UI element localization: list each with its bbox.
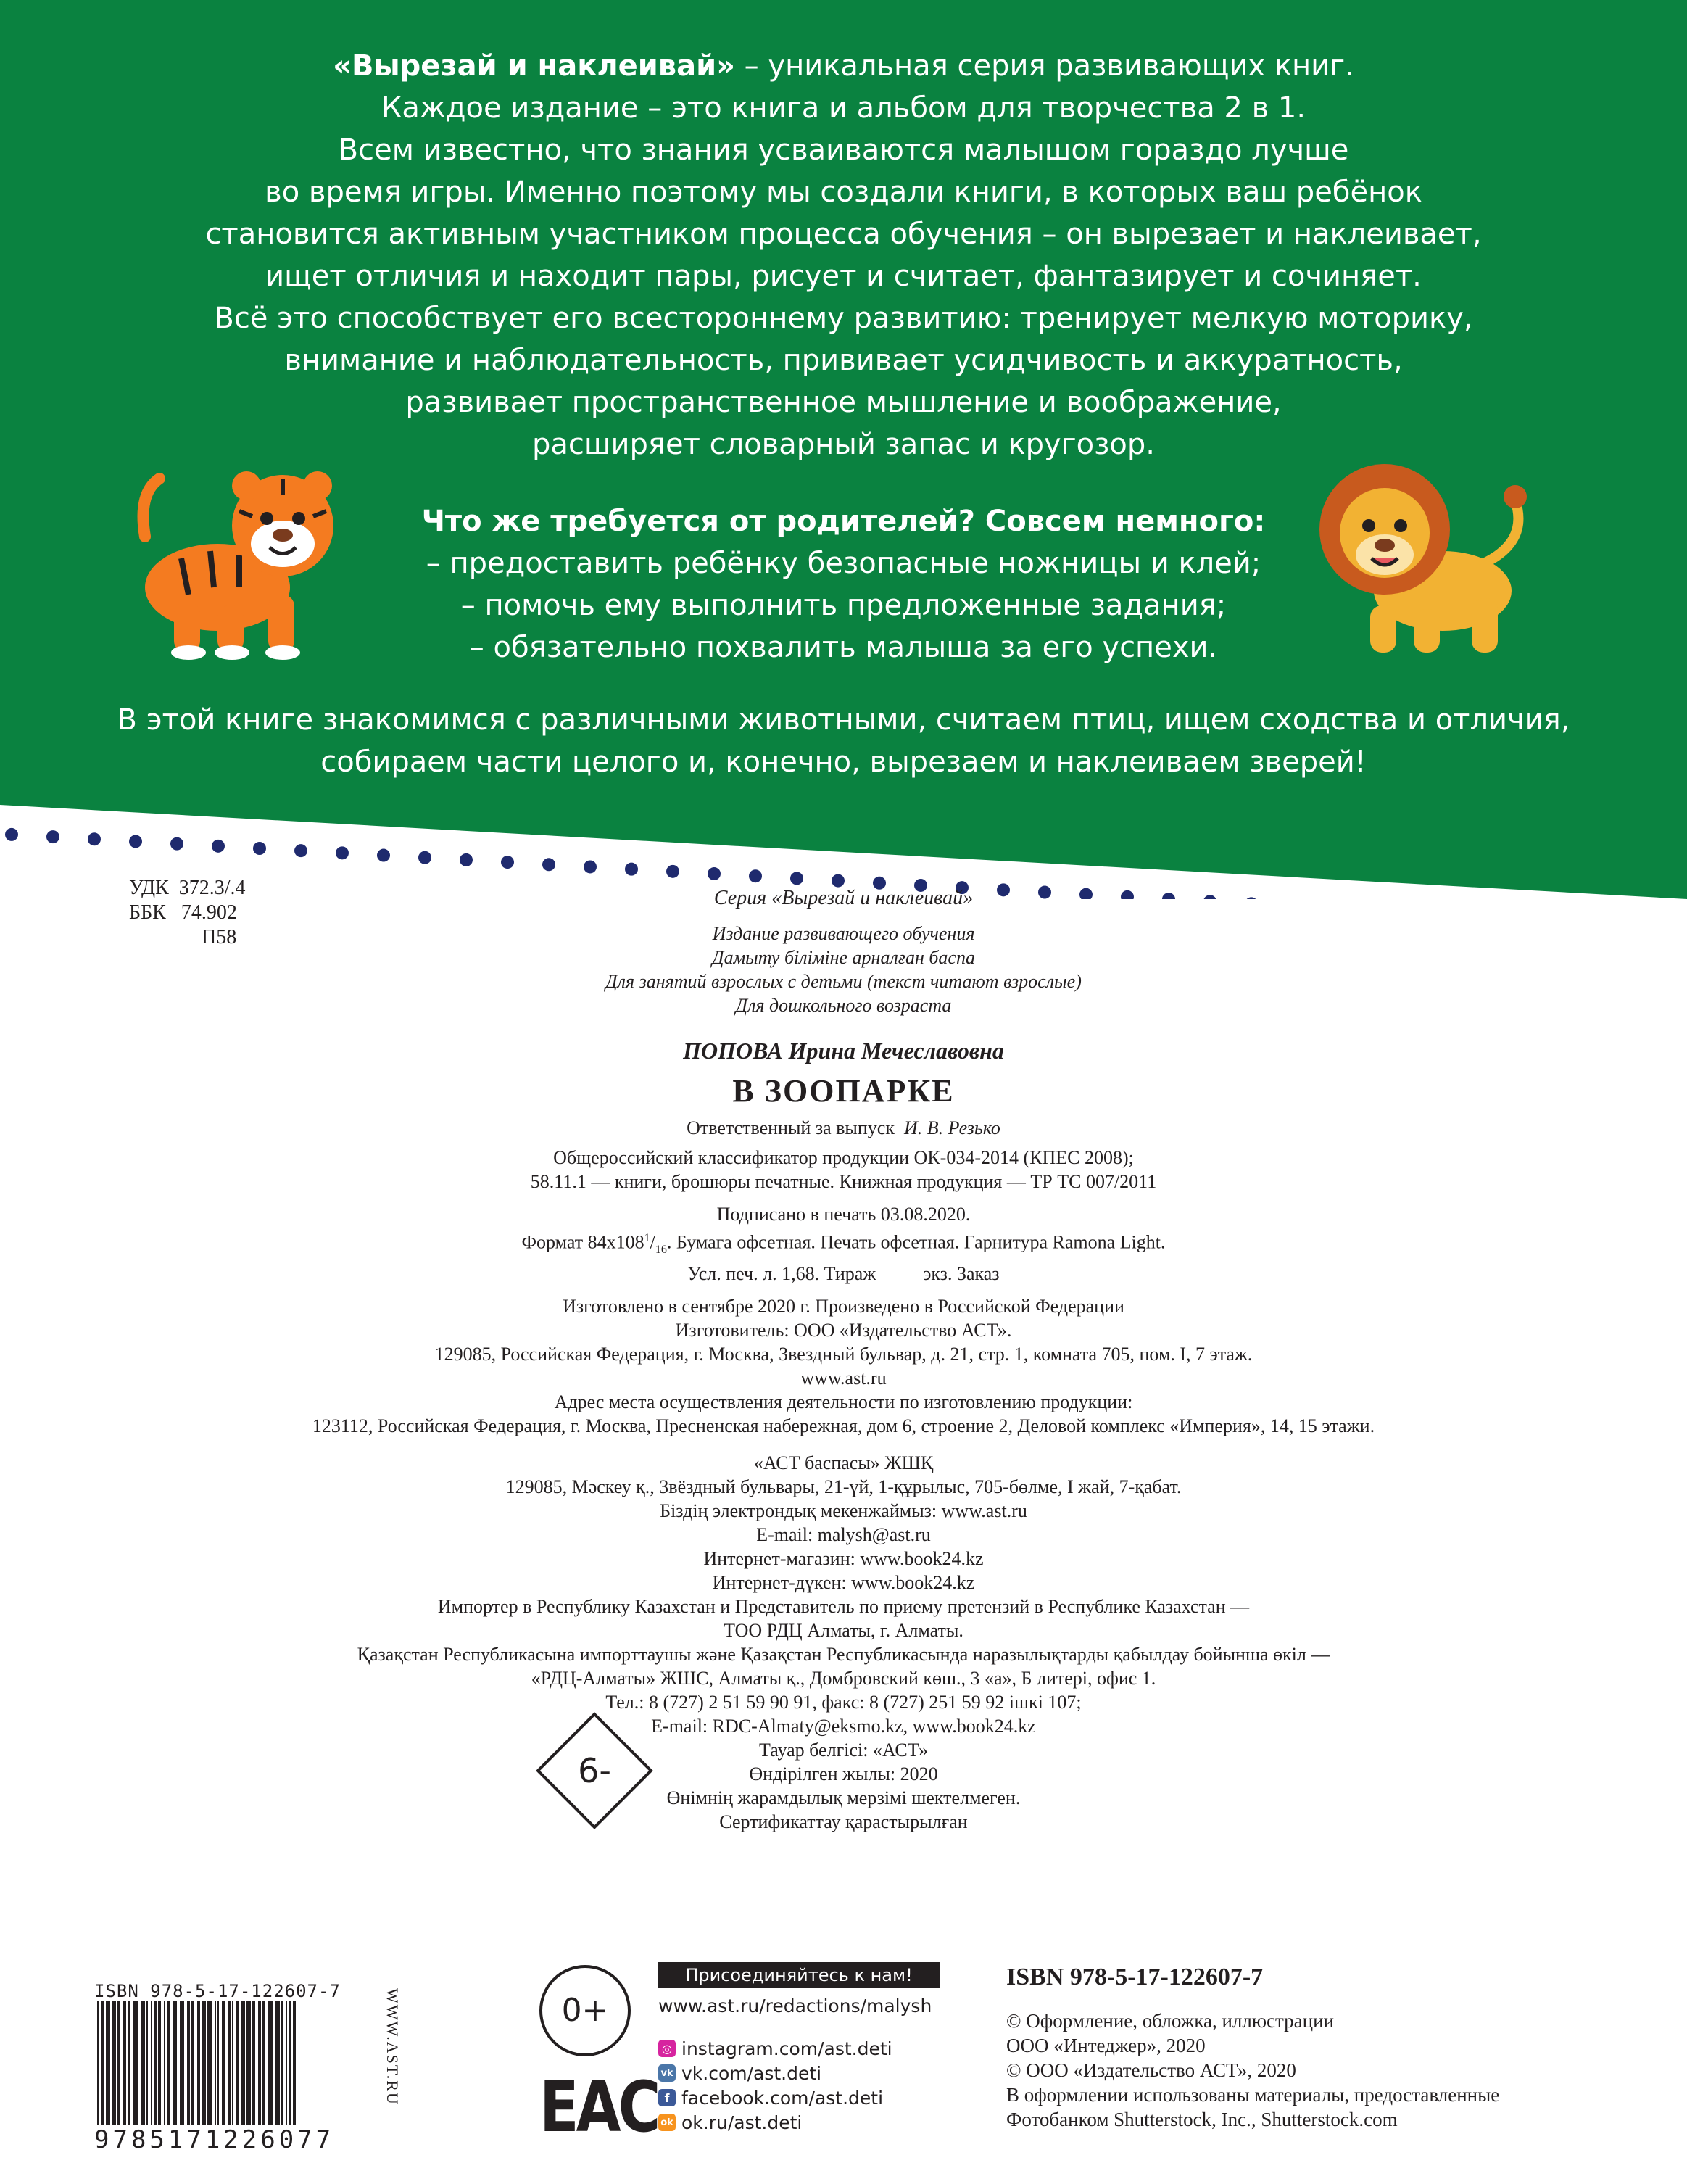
decor-dot xyxy=(418,851,431,864)
barcode-bar xyxy=(97,2001,99,2125)
decor-dot xyxy=(749,869,762,882)
eac-mark: EAC xyxy=(539,2067,658,2148)
barcode-bar xyxy=(167,2001,170,2125)
responsible-editor: И. В. Резько xyxy=(903,1117,1000,1138)
barcode-bar xyxy=(112,2001,116,2125)
social-link-odnoklassniki[interactable]: ok ok.ru/ast.deti xyxy=(658,2110,940,2135)
barcode-bar xyxy=(101,2001,104,2125)
decor-dot xyxy=(377,849,390,862)
barcode-bars xyxy=(94,2001,370,2125)
social-link-vk[interactable]: vk vk.com/ast.deti xyxy=(658,2061,940,2085)
barcode-bar xyxy=(123,2001,126,2125)
barcode-bar xyxy=(286,2001,287,2125)
barcode-bar xyxy=(207,2001,212,2125)
barcode-bar xyxy=(222,2001,225,2125)
decor-dot xyxy=(625,863,638,876)
rights-block: ISBN 978-5-17-122607-7 © Оформление, обложка, иллюстрации ООО «Интеджер», 2020 © ООО «Издательство АСТ», 2020 В оформлении использованы материалы, предоставленные Фотобанком Shutterstock, Inc., Shutterstock.com xyxy=(1006,1964,1500,2130)
barcode-bar xyxy=(164,2001,165,2125)
social-header: Присоединяйтесь к нам! xyxy=(658,1962,940,1988)
decor-dot xyxy=(790,872,803,885)
barcode-bar xyxy=(173,2001,177,2125)
barcode-bar xyxy=(141,2001,145,2125)
decor-dot xyxy=(170,837,183,851)
author-mark: П58 xyxy=(202,926,237,948)
decor-dot xyxy=(253,842,266,855)
barcode-bar xyxy=(191,2001,194,2125)
barcode-bar xyxy=(289,2001,291,2125)
book-title: В ЗООПАРКЕ xyxy=(732,1073,955,1109)
barcode-bar xyxy=(151,2001,152,2125)
social-link-facebook[interactable]: f facebook.com/ast.deti xyxy=(658,2085,940,2110)
promo-paragraph-2: Что же требуется от родителей? Совсем немного: – предоставить ребёнку безопасные ножницы и клей; – помочь ему выполнить предложенные задания; – обязательно похвалить малыша за его успехи. xyxy=(421,505,1266,664)
barcode-bar xyxy=(180,2001,184,2125)
promo-paragraph-3: В этой книге знакомимся с различными животными, считаем птиц, ищем сходства и отличия, собираем части целого и, конечно, вырезаем и наклеиваем зверей! xyxy=(117,703,1570,779)
barcode-bar xyxy=(262,2001,265,2125)
signed-date: Подписано в печать 03.08.2020. xyxy=(716,1204,971,1225)
decor-dot xyxy=(501,856,514,869)
decor-dot xyxy=(542,858,555,871)
barcode-block xyxy=(94,1981,402,2154)
barcode-bar xyxy=(133,2001,138,2125)
barcode-bar xyxy=(281,2001,283,2125)
decor-dot xyxy=(88,832,101,845)
barcode-bar xyxy=(215,2001,216,2125)
barcode-bar xyxy=(232,2001,233,2125)
site-link[interactable]: www.ast.ru/redactions/malysh xyxy=(658,1995,932,2017)
series-line: Серия «Вырезай и наклеивай» xyxy=(713,887,974,909)
barcode-bar xyxy=(146,2001,148,2125)
decor-dot xyxy=(708,867,721,880)
barcode-bar xyxy=(252,2001,255,2125)
age-rating-label: 6- xyxy=(578,1751,611,1790)
rights-isbn: ISBN 978-5-17-122607-7 xyxy=(1006,1964,1264,1990)
udk-code: 372.3/.4 xyxy=(178,877,246,899)
decor-dot xyxy=(212,840,225,853)
barcode-bar xyxy=(236,2001,239,2125)
barcode-isbn-label: ISBN 978-5-17-122607-7 xyxy=(94,1981,341,2001)
author-name: ПОПОВА Ирина Мечеславовна xyxy=(683,1038,1004,1064)
barcode-bar xyxy=(117,2001,120,2125)
decor-dot xyxy=(46,830,59,843)
decor-dot xyxy=(460,853,473,866)
barcode-digits: 9785171226077 xyxy=(94,2125,335,2154)
instagram-icon: ◎ xyxy=(658,2040,676,2057)
series-name: «Вырезай и наклеивай» xyxy=(333,49,735,83)
lion-illustration xyxy=(1298,457,1544,660)
barcode-bar xyxy=(197,2001,200,2125)
age-rating-diamond xyxy=(535,1711,654,1830)
barcode-bar xyxy=(128,2001,130,2125)
barcode-bar xyxy=(187,2001,190,2125)
barcode-bar xyxy=(246,2001,251,2125)
barcode-bar xyxy=(268,2001,273,2125)
site-vertical: WWW.AST.RU xyxy=(384,1988,402,2106)
age-rating-circle: 0+ xyxy=(539,1965,631,2056)
vk-icon: vk xyxy=(658,2064,676,2082)
decor-dot xyxy=(294,844,307,857)
decor-dot xyxy=(584,860,597,873)
barcode-bar xyxy=(275,2001,280,2125)
barcode-bar xyxy=(228,2001,231,2125)
promo-paragraph-1: «Вырезай и наклеивай» – уникальная серия развивающих книг. Каждое издание – это книга и альбом для творчества 2 в 1. Всем известно, что знания усваиваются малышом гораздо лучше во время игры. Именно поэтому мы создали книги, в которых ваш ребёнок становится активным участником процесса обучения – он вырезает и наклеивает, ищет отличия и находит пары, рисует и считает, фантазирует и сочиняет. Всё это способствует его всестороннему развитию: тренирует мелкую моторику, внимание и наблюдательность, прививает усидчивость и аккуратность, развивает пространственное мышление и воображение, расширяет словарный запас и кругозор. xyxy=(205,49,1482,461)
barcode-bar xyxy=(202,2001,206,2125)
odnoklassniki-icon: ok xyxy=(658,2114,676,2131)
decor-dot xyxy=(5,828,18,841)
decor-dot xyxy=(336,846,349,859)
decor-dot xyxy=(666,865,679,878)
barcode-bar xyxy=(217,2001,219,2125)
barcode-bar xyxy=(154,2001,157,2125)
decor-dot xyxy=(129,835,142,848)
barcode-bar xyxy=(106,2001,110,2125)
decor-dot xyxy=(832,874,845,888)
tiger-illustration xyxy=(130,450,348,660)
facebook-icon: f xyxy=(658,2089,676,2106)
classification-block: УДК 372.3/.4 ББК 74.902 П58 xyxy=(129,877,246,948)
barcode-bar xyxy=(293,2001,296,2125)
format-line: Формат $84x108^1/_{16}$. Бумага офсетная. Печать офсетная. Гарнитура Ramona Light. xyxy=(521,1231,1166,1256)
social-link-instagram[interactable]: ◎ instagram.com/ast.deti xyxy=(658,2036,940,2061)
social-block xyxy=(658,1962,940,2135)
barcode-bar xyxy=(241,2001,245,2125)
imprint-header: Серия «Вырезай и наклеивай» Издание развивающего обучения Дамыту біліміне арналған баспа Для занятий взрослых с детьми (текст читают взрослые) Для дошкольного возраста ПОПОВА Ирина Мечеславовна В ЗООПАРКЕ Ответственный за выпуск И. В. Резько Общероссийский классификатор продукции ОК-034-2014 (КПЕС 2008); 58.11.1 — книги, брошюры печатные. Книжная продукция — ТР ТС 007/2011 Подписано в печать 03.08.2020. Формат $84x108^1/_{16}$. Бумага офсетная. Печать офсетная. Гарнитура Ramona Light. Усл. печ. л. 1,68. Тираж экз. Заказ Изготовлено в сентябре 2020 г. Произведено в Российской Федерации Изготовитель: ООО «Издательство АСТ». 129085, Российская Федерация, г. Москва, Звездный бульвар, д. 21, стр. 1, комната 705, пом. I, 7 этаж. www.ast.ru Адрес места осуществления деятельности по изготовлению продукции: 123112, Российская Федерация, г. Москва, Пресненская набережная, дом 6, строение 2, Деловой комплекс «Империя», 14, 15 этажи. «АСТ баспасы» ЖШҚ 129085, Мәскеу қ., Звёздный бульвары, 21-үй, 1-құрылыс, 705-бөлме, I жай, 7-қабат. Біздің электрондық мекенжаймыз: www.ast.ru E-mail: malysh@ast.ru Интернет-магазин: www.book24.kz Интернет-дүкен: www.book24.kz Импортер в Республику Казахстан и Представитель по приему претензий в Республике Казахстан — ТОО РДЦ Алматы, г. Алматы. Қазақстан Республикасына импорттаушы және Қазақстан Республикасында наразылықтарды қабылдау бойынша өкіл — «РДЦ-Алматы» ЖШС, Алматы қ., Домбровский көш., 3 «а», Б литері, офис 1. Тел.: 8 (727) 2 51 59 90 91, факс: 8 (727) 251 59 92 ішкі 107; E-mail: RDC-Almaty@eksmo.kz, www.book24.kz Тауар белгісі: «АСТ» Өндірілген жылы: 2020 Өнімнің жарамдылық мерзімі шектелмеген. Сертификаттау қарастырылған xyxy=(0,886,1687,1834)
bbk-code: 74.902 xyxy=(181,901,237,924)
barcode-bar xyxy=(258,2001,261,2125)
barcode-bar xyxy=(158,2001,161,2125)
